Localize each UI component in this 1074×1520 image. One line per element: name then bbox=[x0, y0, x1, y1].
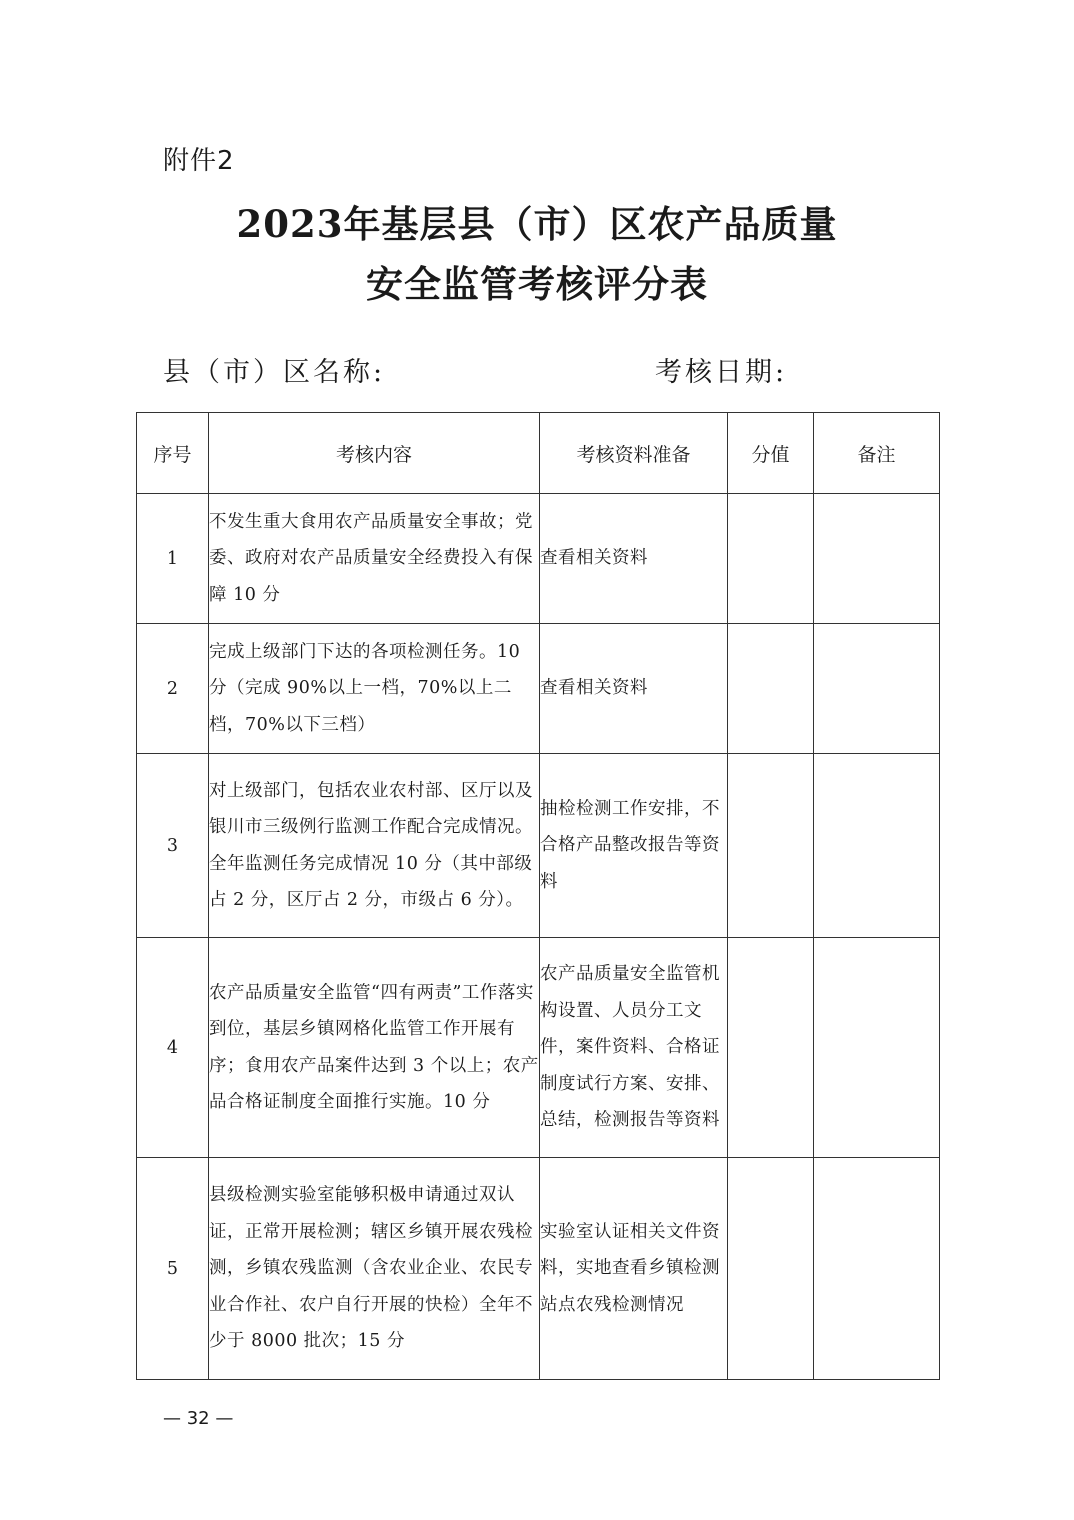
scoring-table bbox=[136, 412, 940, 1380]
header-materials: 考核资料准备 bbox=[540, 413, 728, 494]
table-row bbox=[137, 754, 940, 938]
header-content: 考核内容 bbox=[209, 413, 540, 494]
county-name-label: 县（市）区名称: bbox=[163, 357, 386, 388]
document-title-line2: 安全监管考核评分表 bbox=[366, 262, 708, 306]
row-content: 不发生重大食用农产品质量安全事故；党委、政府对农产品质量安全经费投入有保障 10 分 bbox=[209, 494, 540, 624]
row-content: 对上级部门，包括农业农村部、区厅以及银川市三级例行监测工作配合完成情况。全年监测任务完成情况 10 分（其中部级占 2 分，区厅占 2 分，市级占 6 分）。 bbox=[209, 754, 540, 938]
table-row bbox=[137, 624, 940, 754]
row-remark bbox=[814, 494, 940, 624]
row-materials: 查看相关资料 bbox=[540, 494, 728, 624]
document-title-line1: 2023年基层县（市）区农产品质量 bbox=[236, 202, 838, 246]
row-number: 4 bbox=[137, 938, 209, 1158]
row-score bbox=[728, 1158, 814, 1380]
table-row bbox=[137, 938, 940, 1158]
row-number: 1 bbox=[137, 494, 209, 624]
table-row bbox=[137, 494, 940, 624]
row-content: 农产品质量安全监管“四有两责”工作落实到位，基层乡镇网格化监管工作开展有序；食用农产品案件达到 3 个以上；农产品合格证制度全面推行实施。10 分 bbox=[209, 938, 540, 1158]
row-remark bbox=[814, 1158, 940, 1380]
row-materials: 抽检检测工作安排，不合格产品整改报告等资料 bbox=[540, 754, 728, 938]
row-score bbox=[728, 938, 814, 1158]
row-materials: 实验室认证相关文件资料，实地查看乡镇检测站点农残检测情况 bbox=[540, 1158, 728, 1380]
attachment-label: 附件2 bbox=[163, 146, 235, 176]
row-number: 2 bbox=[137, 624, 209, 754]
row-number: 5 bbox=[137, 1158, 209, 1380]
row-score bbox=[728, 624, 814, 754]
row-score bbox=[728, 754, 814, 938]
header-serial: 序号 bbox=[137, 413, 209, 494]
row-remark bbox=[814, 754, 940, 938]
row-materials: 农产品质量安全监管机构设置、人员分工文件，案件资料、合格证制度试行方案、安排、总结，检测报告等资料 bbox=[540, 938, 728, 1158]
row-remark bbox=[814, 624, 940, 754]
row-content: 完成上级部门下达的各项检测任务。10 分（完成 90%以上一档，70%以上二档，70%以下三档） bbox=[209, 624, 540, 754]
table-row bbox=[137, 1158, 940, 1380]
row-content: 县级检测实验室能够积极申请通过双认证，正常开展检测；辖区乡镇开展农残检测，乡镇农残监测（含农业企业、农民专业合作社、农户自行开展的快检）全年不少于 8000 批次；15 分 bbox=[209, 1158, 540, 1380]
row-number: 3 bbox=[137, 754, 209, 938]
row-materials: 查看相关资料 bbox=[540, 624, 728, 754]
page-number: — 32 — bbox=[163, 1408, 234, 1429]
row-score bbox=[728, 494, 814, 624]
header-score: 分值 bbox=[728, 413, 814, 494]
table-header-row bbox=[137, 413, 940, 494]
header-remark: 备注 bbox=[814, 413, 940, 494]
row-remark bbox=[814, 938, 940, 1158]
assessment-date-label: 考核日期: bbox=[655, 357, 788, 388]
